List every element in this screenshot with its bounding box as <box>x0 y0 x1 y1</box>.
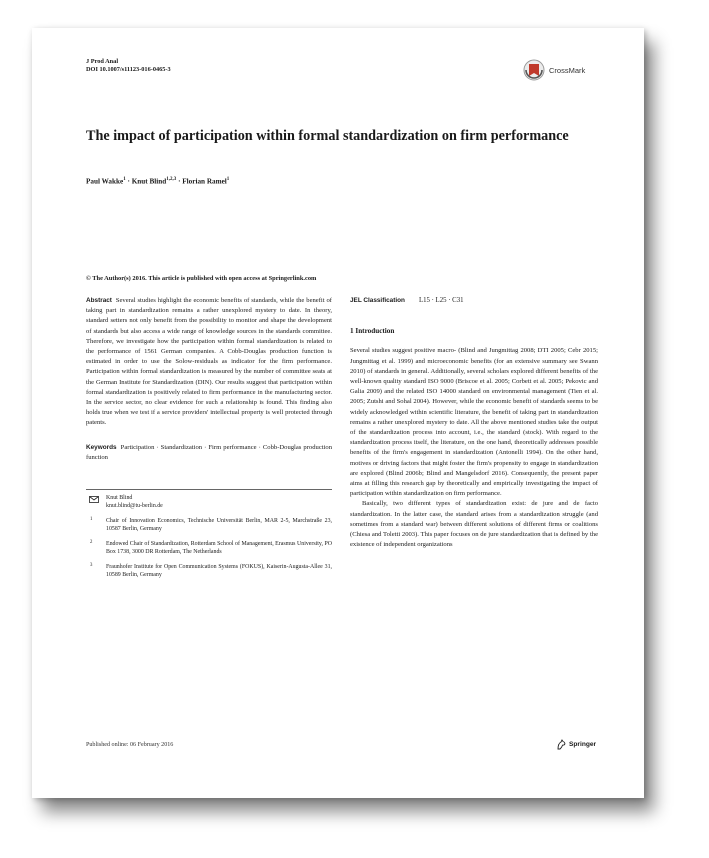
correspondence <box>86 494 332 510</box>
affiliation-text: Chair of Innovation Economics, Technische Universität Berlin, MAR 2-5, Marchstraße 23, 10587 Berlin, Germany <box>106 518 332 533</box>
affiliation <box>86 540 332 556</box>
affiliation-text: Endowed Chair of Standardization, Rotterdam School of Management, Erasmus University, PO Box 1738, 3000 DR Rotterdam, The Netherlands <box>106 541 332 556</box>
jel-label: JEL Classification <box>350 297 405 304</box>
author-separator: · <box>125 177 132 186</box>
intro-paragraph: Basically, two different types of standardization exist: de jure and de facto standardization. In the latter case, the standard arises from a standardization struggle (and sometimes from a standard war) between different solutions of different firms or coalitions (Chiesa and Toletti 2003). This paper focuses on de jure standardization that is defined by the existence of independent organizations <box>350 500 598 549</box>
crossmark-label: CrossMark <box>549 65 586 75</box>
abstract-text: Several studies highlight the economic benefits of standards, while the benefit of taking part in standardization remains a rather unexplored mystery to date. In theory, standard setters not only benefit from the possibility to monitor and shape the development of standards but also access a wide range of knowledge sources in the standards committee. Therefore, we investigate how the participation within formal standardization is related to the performance of 1561 German companies. A Cobb-Douglas production function is estimated in order to use the Solow-residuals as indicator for the firm performance. Participation within formal standardization is measured by the number of committee seats at the German Institute for Standardization (DIN). Our results suggest that participation within formal standardization is positively related to firm performance in the manufacturing sector. In the service sector, no clear evidence for such a relationship is found. This finding also holds true when we test if a service providers' intellectual property is well protected through patents. <box>86 297 332 427</box>
journal-name: J Prod Anal <box>86 58 119 65</box>
keywords <box>86 443 332 463</box>
paper-page <box>32 28 644 798</box>
keywords-label: Keywords <box>86 443 117 451</box>
affiliation-number: 2 <box>90 540 93 546</box>
correspondence-name: Knut Blind <box>106 495 133 502</box>
affiliation-number: 3 <box>90 563 93 569</box>
author-affiliation-marker: 1,2,3 <box>166 177 177 182</box>
correspondence-email[interactable]: knut.blind@tu-berlin.de <box>106 503 163 510</box>
doi[interactable]: DOI 10.1007/s11123-016-0465-3 <box>86 66 171 73</box>
author-name[interactable]: Paul Wakke <box>86 177 124 186</box>
jel-codes: L15 · L25 · C31 <box>418 297 464 304</box>
footnote-divider <box>86 489 332 490</box>
publisher-logo <box>556 739 596 750</box>
published-date: Published online: 06 February 2016 <box>86 742 174 748</box>
journal-header <box>86 58 171 74</box>
author-affiliation-marker: 1 <box>123 177 126 182</box>
section-heading: 1 Introduction <box>350 327 395 336</box>
springer-horse-icon <box>556 739 567 750</box>
crossmark-badge[interactable] <box>523 58 613 82</box>
abstract-label: Abstract <box>86 297 112 304</box>
affiliation <box>86 517 332 533</box>
right-column <box>350 296 598 550</box>
intro-paragraph: Several studies suggest positive macro- (Blind and Jungmittag 2008; DTI 2005; Cebr 2015; Jungmittag et al. 1999) and microeconomic benefits (for an extensive summary see Swann 2010) of standards in general. Additionally, several scholars explored different benefits of the well-known quality standard ISO 9000 (Briscoe et al. 2005; Corbett et al. 2005; Pekovic and Galia 2009) and the related ISO 14000 standard on environmental management (Tien et al. 2005; Zutshi and Sohal 2004). However, while the economic benefit of standards seems to be widely acknowledged within scientific literature, the benefit of taking part in standardization remains a rather unexplored mystery to date. All the above mentioned studies take the output of the standardization process into account, i.e., the standard (stock). With regard to the standardization process itself, the literature, on the one hand, theoretically addresses possible benefits of the firm's engagement in standardization (Antonelli 1994). On the other hand, motives or driving factors that might foster the firm's propensity to engage in standardization are explored (Blind 2006b; Blind and Mangelsdorf 2016). Consequently, the present paper aims at filling this research gap by theoretically and empirically investigating the impact of participation within standardization on firm performance. <box>350 347 598 498</box>
affiliation-number: 1 <box>90 517 93 523</box>
crossmark-logo-icon <box>523 59 545 81</box>
left-column <box>86 296 332 579</box>
article-title: The impact of participation within formal standardization on firm performance <box>86 128 569 144</box>
affiliation <box>86 563 332 579</box>
affiliation-text: Fraunhofer Institute for Open Communication Systems (FOKUS), Kaiserin-Augusta-Allee 31, 10589 Berlin, Germany <box>106 564 332 579</box>
author-separator: · <box>176 177 183 186</box>
open-access-notice: © The Author(s) 2016. This article is published with open access at Springerlink.com <box>86 275 317 282</box>
author-name[interactable]: Florian Ramel <box>182 177 227 186</box>
publisher-name: Springer <box>569 741 597 748</box>
abstract <box>86 296 332 429</box>
envelope-icon <box>89 496 99 503</box>
author-list <box>86 177 229 185</box>
author-affiliation-marker: 1 <box>226 177 230 182</box>
jel-classification <box>350 296 598 306</box>
author-name[interactable]: Knut Blind <box>131 177 167 186</box>
keywords-text: Participation · Standardization · Firm performance · Cobb-Douglas production function <box>86 443 332 461</box>
